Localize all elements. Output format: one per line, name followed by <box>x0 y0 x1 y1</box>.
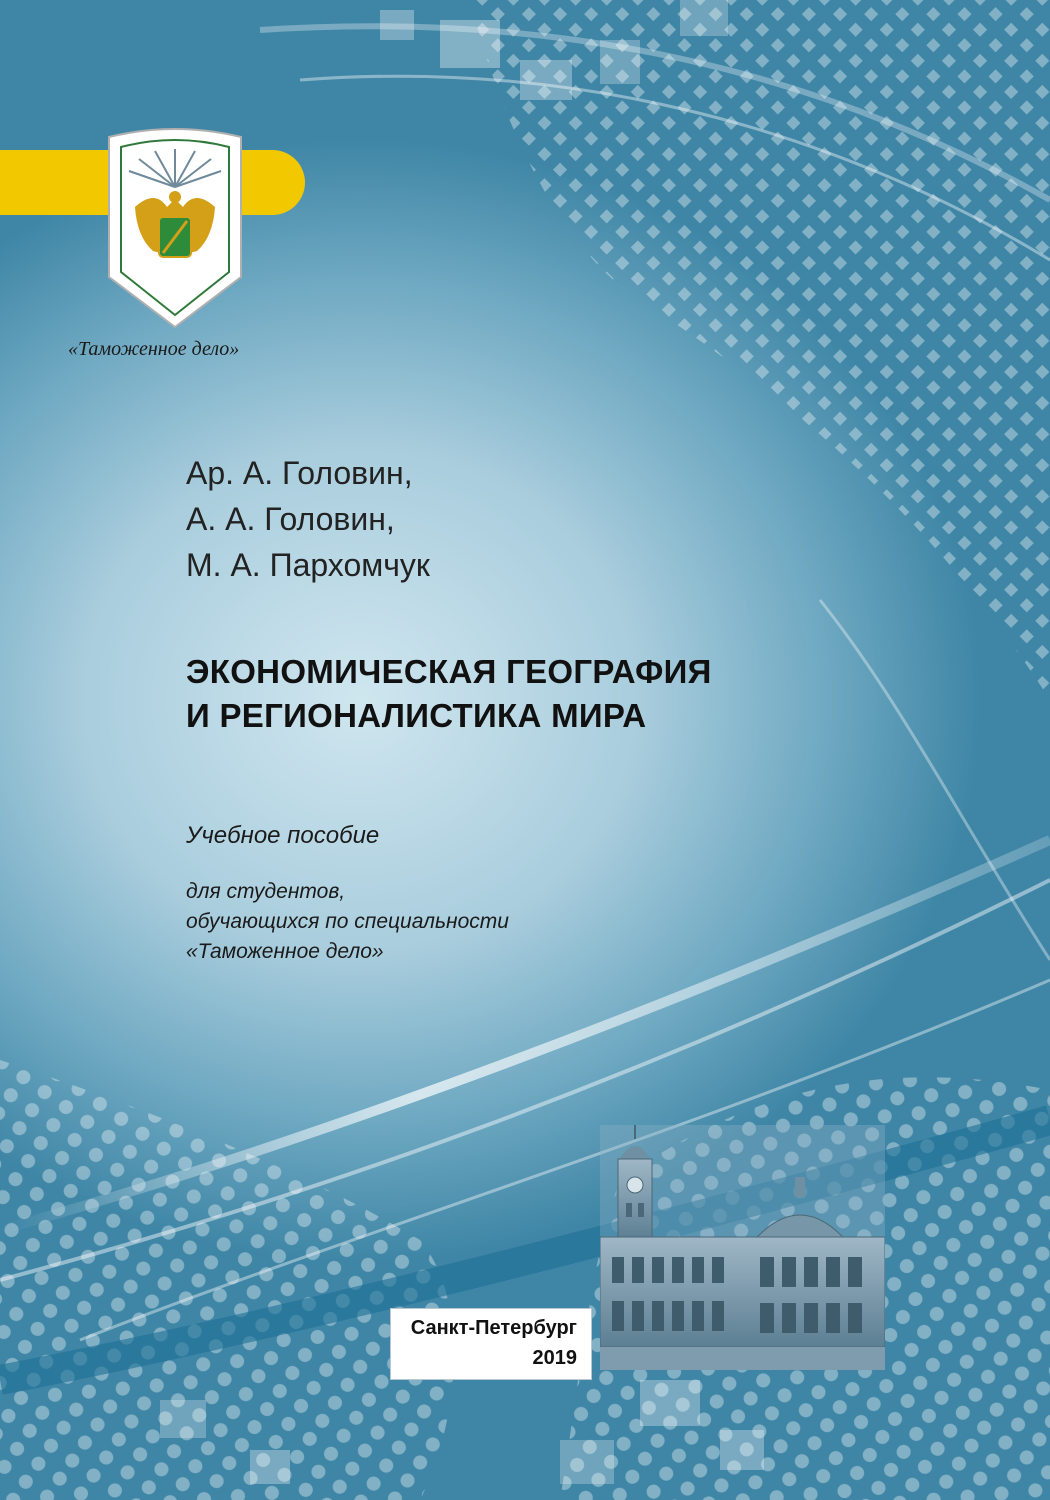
book-title <box>186 650 712 738</box>
imprint-box <box>390 1308 592 1380</box>
author-name: А. А. Головин, <box>186 501 395 537</box>
customs-emblem-book-icon <box>105 127 245 332</box>
series-label: «Таможенное дело» <box>68 338 240 360</box>
book-title-line: ЭКОНОМИЧЕСКАЯ ГЕОГРАФИЯ <box>186 653 712 690</box>
author-name: Ар. А. Головин, <box>186 455 413 491</box>
audience-line: для студентов, <box>186 880 346 903</box>
author-name: М. А. Пархомчук <box>186 547 430 583</box>
book-subtitle: Учебное пособие <box>186 822 380 849</box>
author-list <box>186 450 430 588</box>
imprint-year: 2019 <box>532 1347 577 1369</box>
audience-line: «Таможенное дело» <box>186 940 384 963</box>
audience-line: обучающихся по специальности <box>186 910 509 933</box>
railway-station-building-illustration <box>600 1125 885 1370</box>
book-title-line: И РЕГИОНАЛИСТИКА МИРА <box>186 697 647 734</box>
imprint-city: Санкт-Петербург <box>410 1317 577 1339</box>
audience-note <box>186 877 509 967</box>
